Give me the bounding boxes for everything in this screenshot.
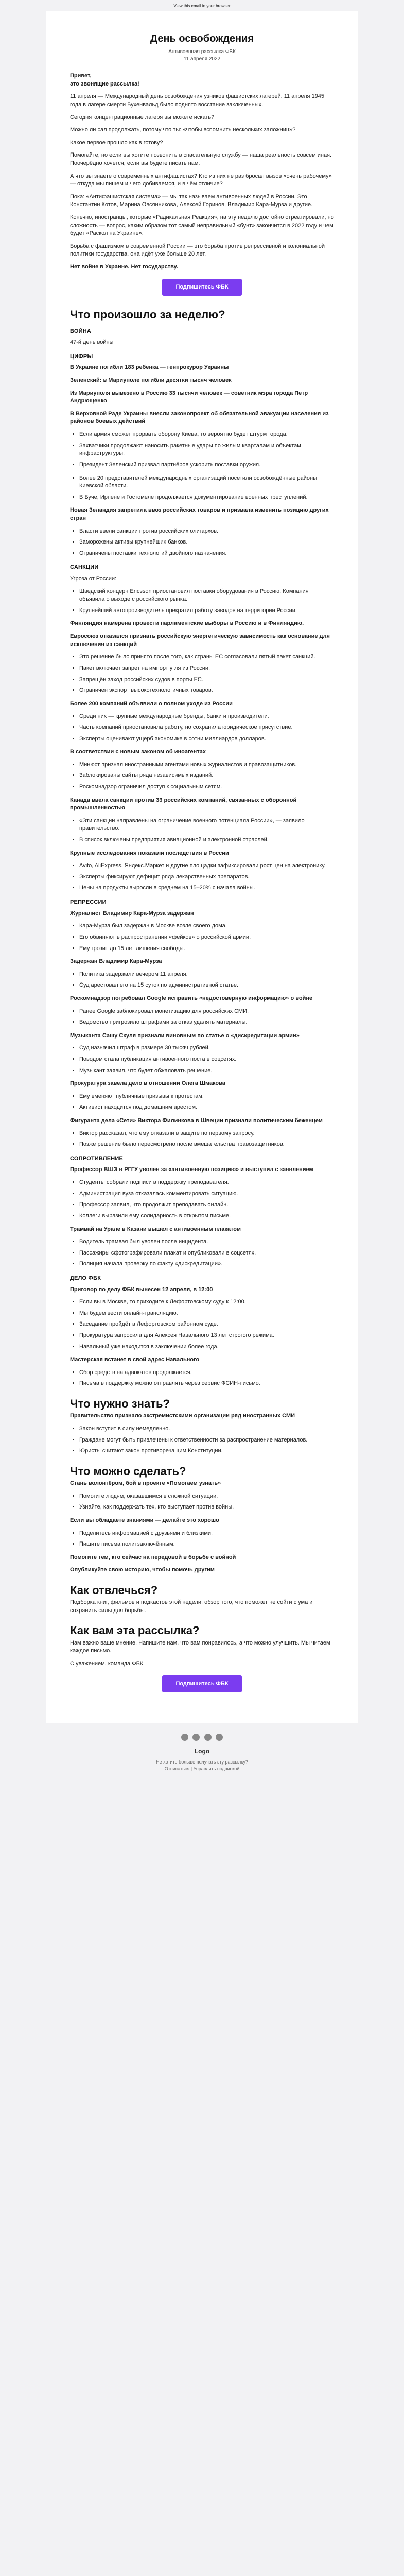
social-icon[interactable] bbox=[181, 1734, 188, 1741]
do-list1 bbox=[70, 1493, 334, 1512]
media-heading: В соответствии с новым законом об иноагентах bbox=[70, 749, 206, 755]
sanctions-list bbox=[70, 588, 334, 615]
section-do-title: Что можно сделать? bbox=[70, 1464, 186, 1478]
list-item: • Узнайте, как поддержать тех, кто выступает против войны. bbox=[79, 1503, 334, 1512]
list-item: • Среди них — крупные международные бренды, банки и производители. bbox=[79, 713, 334, 721]
intro-paragraphs bbox=[70, 93, 334, 259]
music-paragraph: Музыканта Сашу Скуля признали виновным по статье о «дискредитации армии» bbox=[70, 1032, 300, 1039]
intro-paragraph: Пока: «Антифашистская система» — мы так называем антивоенных людей в России. Это Константин Котов, Марина Овсянникова, Алексей Горинов, Владимир Кара-Мурза и другие. bbox=[70, 193, 313, 208]
resistance-paragraph: Профессор ВШЭ в РГГУ уволен за «антивоенную позицию» и выступил с заявлением bbox=[70, 1166, 313, 1173]
list-item: • Минюст признал иностранными агентами новых журналистов и правозащитников. bbox=[79, 761, 334, 769]
list-item: • Граждане могут быть привлечены к ответственности за распространение материалов. bbox=[79, 1436, 334, 1445]
intro-paragraph: Помогайте, но если вы хотите позвонить в спасательную службу — наша реальность совсем иная. Поочерёдно хочется, если вы будете писать нам. bbox=[70, 152, 332, 166]
email-body bbox=[46, 11, 358, 1723]
list-item: • Эксперты фиксируют дефицит ряда лекарственных препаратов. bbox=[79, 873, 334, 882]
war-list bbox=[70, 431, 334, 469]
repression-heading: РЕПРЕССИИ bbox=[70, 899, 107, 906]
sanctions-heading: САНКЦИИ bbox=[70, 564, 99, 571]
newsletter-tagline: Антивоенная рассылка ФБК bbox=[168, 48, 236, 55]
list-item: • Запрещён заход российских судов в порты ЕС. bbox=[79, 676, 334, 684]
intro-paragraph: 11 апреля — Международный день освобождения узников фашистских лагерей. 11 апреля 1945 года в лагере смерти Бухенвальд было поднято восстание заключенных. bbox=[70, 93, 325, 108]
list-item: • Ранее Google заблокировал монетизацию для российских СМИ. bbox=[79, 1008, 334, 1016]
after-war-list bbox=[70, 474, 334, 502]
number-item: В Украине погибли 183 ребенка — генпрокурор Украины bbox=[70, 364, 229, 371]
list-item: • Студенты собрали подписи в поддержку преподавателя. bbox=[79, 1179, 334, 1187]
number-item: Из Мариуполя вывезено в Россию 33 тысячи человек — советник мэра города Петр Андрющенко bbox=[70, 389, 308, 404]
intro-slogan: Нет войне в Украине. Нет государству. bbox=[70, 264, 178, 270]
greeting: Привет, это звонящие рассылка! bbox=[70, 73, 139, 87]
social-icons bbox=[0, 1734, 404, 1743]
footer-line2[interactable]: Отписаться | Управлять подпиской bbox=[164, 1766, 240, 1771]
view-in-browser-link[interactable]: View this email in your browser bbox=[173, 4, 231, 8]
list-item: • Водитель трамвая был уволен после инцидента. bbox=[79, 1238, 334, 1246]
google-paragraph: Роскомнадзор потребовал Google исправить «недостоверную информацию» о войне bbox=[70, 995, 313, 1002]
music-list bbox=[70, 1044, 334, 1075]
intro-paragraph: А что вы знаете о современных антифашистах? Кто из них не раз бросал вызов «очень рабочему» — откуда мы пишем и чего добиваемся, и в чём отличие? bbox=[70, 173, 332, 188]
detained-paragraph: Задержан Владимир Кара-Мурза bbox=[70, 958, 162, 965]
fbk-heading: ДЕЛО ФБК bbox=[70, 1275, 101, 1281]
master-list bbox=[70, 1369, 334, 1388]
list-item: • Пишите письма политзаключённым. bbox=[79, 1540, 334, 1549]
intro-paragraph: Можно ли сал продолжать, потому что ты: «чтобы вспомнить нескольких заложниц»? bbox=[70, 127, 296, 133]
list-item: • Виктор рассказал, что ему отказали в защите по первому запросу. bbox=[79, 1130, 334, 1138]
subscribe-button-bottom[interactable]: Подпишитесь ФБК bbox=[162, 1675, 241, 1693]
list-item: • Письма в поддержку можно отправлять через сервис ФСИН-письмо. bbox=[79, 1380, 334, 1388]
list-item: • Сбор средств на адвокатов продолжается. bbox=[79, 1369, 334, 1377]
war-day: 47-й день войны bbox=[70, 339, 114, 346]
distract-paragraph: Подборка книг, фильмов и подкастов этой недели: обзор того, что поможет не сойти с ума и сохранить силы для борьбы. bbox=[70, 1599, 313, 1614]
eu-paragraph: Евросоюз отказался признать российскую энергетическую зависимость как основание для исключения из санкций bbox=[70, 633, 330, 648]
list-item: • Администрация вуза отказалась комментировать ситуацию. bbox=[79, 1190, 334, 1198]
top-bar bbox=[0, 0, 404, 11]
list-item: • Поделитесь информацией с друзьями и близкими. bbox=[79, 1530, 334, 1538]
companies-paragraph: Более 200 компаний объявили о полном уходе из России bbox=[70, 700, 233, 707]
war-heading: ВОЙНА bbox=[70, 328, 92, 334]
list-item: • Прокуратура запросила для Алексея Навального 13 лет строгого режима. bbox=[79, 1332, 334, 1340]
companies-list bbox=[70, 713, 334, 743]
footer bbox=[0, 1723, 404, 1782]
list-item: • Навальный уже находится в заключении более года. bbox=[79, 1343, 334, 1351]
list-item: • Крупнейший автопроизводитель прекратил работу заводов на территории России. bbox=[79, 607, 334, 615]
list-item: • Пакет включает запрет на импорт угля из России. bbox=[79, 665, 334, 673]
numbers-heading: ЦИФРЫ bbox=[70, 353, 93, 360]
list-item: • В Буче, Ирпене и Гостомеле продолжается документирование военных преступлений. bbox=[79, 494, 334, 502]
list-item: • Коллеги выразили ему солидарность в открытом письме. bbox=[79, 1212, 334, 1221]
do-p3: Помогите тем, кто сейчас на передовой в борьбе с войной bbox=[70, 1554, 236, 1561]
list-item: • Часть компаний приостановила работу, но сохранила юридическое присутствие. bbox=[79, 724, 334, 732]
detained-list bbox=[70, 971, 334, 990]
list-item: • Политика задержали вечером 11 апреля. bbox=[79, 971, 334, 979]
need-paragraph: Правительство признало экстремистскими организации ряд иностранных СМИ bbox=[70, 1413, 295, 1419]
fund-list bbox=[70, 1130, 334, 1149]
list-item: • «Эти санкции направлены на ограничение военного потенциала России», — заявило правительство. bbox=[79, 817, 334, 833]
list-item: • Мы будем вести онлайн-трансляцию. bbox=[79, 1310, 334, 1318]
list-item: • Суд арестовал его на 15 суток по административной статье. bbox=[79, 981, 334, 990]
sanctions-intro: Угроза от России: bbox=[70, 575, 117, 582]
eu-list bbox=[70, 653, 334, 694]
fbk-paragraph: Приговор по делу ФБК вынесен 12 апреля, в 12:00 bbox=[70, 1286, 213, 1293]
how-sign: С уважением, команда ФБК bbox=[70, 1660, 144, 1667]
list-item: • Роскомнадзор ограничил доступ к социальным сетям. bbox=[79, 783, 334, 791]
list-item: • Кара-Мурза был задержан в Москве возле своего дома. bbox=[79, 922, 334, 930]
tramway-paragraph: Трамвай на Урале в Казани вышел с антивоенным плакатом bbox=[70, 1226, 241, 1232]
list-item: • Пассажиры сфотографировали плакат и опубликовали в соцсетях. bbox=[79, 1249, 334, 1258]
section-need-title: Что нужно знать? bbox=[70, 1397, 170, 1411]
intro-paragraph: Конечно, иностранцы, которые «Радикальная Реакция», на эту неделю достойно отреагировали, но сложность — вопрос, каким образом тот самый неправильный «бунт» закончится в 2022 году и чем будет «Раскол на Украине». bbox=[70, 214, 334, 237]
repression-list bbox=[70, 922, 334, 953]
list-item: • Ведомство пригрозило штрафами за отказ удалять материалы. bbox=[79, 1019, 334, 1027]
prosec-paragraph: Прокуратура завела дело в отношении Олега Шмакова bbox=[70, 1080, 225, 1087]
footer-line1: Не хотите больше получать эту рассылку? bbox=[156, 1759, 248, 1765]
intro-paragraph: Сегодня концентрационные лагеря вы можете искать? bbox=[70, 114, 215, 121]
list-item: • Более 20 представителей международных организаций посетили освобождённые районы Киевской области. bbox=[79, 474, 334, 490]
list-item: • Позже решение было пересмотрено после вмешательства правозащитников. bbox=[79, 1141, 334, 1149]
do-p4: Опубликуйте свою историю, чтобы помочь другим bbox=[70, 1567, 215, 1573]
list-item: • Суд назначил штраф в размере 30 тысяч рублей. bbox=[79, 1044, 334, 1053]
list-item: • В список включены предприятия авиационной и электронной отраслей. bbox=[79, 836, 334, 844]
social-icon[interactable] bbox=[216, 1734, 223, 1741]
list-item: • Ему грозит до 15 лет лишения свободы. bbox=[79, 945, 334, 953]
list-item: • Если армия сможет прорвать оборону Киева, то вероятно будет штурм города. bbox=[79, 431, 334, 439]
list-item: • Помогите людям, оказавшимся в сложной ситуации. bbox=[79, 1493, 334, 1501]
need-list bbox=[70, 1425, 334, 1455]
numbers-list bbox=[70, 364, 334, 426]
list-item: • Закон вступит в силу немедленно. bbox=[79, 1425, 334, 1433]
list-item: • Профессор заявил, что продолжит преподавать онлайн. bbox=[79, 1201, 334, 1209]
do-p2: Если вы обладаете знаниями — делайте это хорошо bbox=[70, 1517, 219, 1523]
list-item: • Президент Зеленский призвал партнёров ускорить поставки оружия. bbox=[79, 461, 334, 469]
master-paragraph: Мастерская встанет в свой адрес Навального bbox=[70, 1357, 200, 1363]
section-distract-title: Как отвлечься? bbox=[70, 1583, 158, 1597]
list-item: • Его обвиняют в распространении «фейков» о российской армии. bbox=[79, 934, 334, 942]
intro-paragraph: Борьба с фашизмом в современной России — это борьба против репрессивной и колониальной политики государства, она идёт уже больше 20 лет. bbox=[70, 243, 325, 258]
prosec-list bbox=[70, 1093, 334, 1112]
list-item: • Заморожены активы крупнейших банков. bbox=[79, 538, 334, 547]
list-item: • Музыкант заявил, что будет обжаловать решение. bbox=[79, 1067, 334, 1075]
list-item: • Ограничен экспорт высокотехнологичных товаров. bbox=[79, 687, 334, 695]
list-item: • Эксперты оценивают ущерб экономике в сотни миллиардов долларов. bbox=[79, 735, 334, 743]
list-item: • Власти ввели санкции против российских олигархов. bbox=[79, 528, 334, 536]
list-item: • Это решение было принято после того, как страны ЕС согласовали пятый пакет санкций. bbox=[79, 653, 334, 662]
sponsor-list bbox=[70, 817, 334, 844]
social-icon[interactable] bbox=[204, 1734, 212, 1741]
big-paragraph: Крупные исследования показали последствия в России bbox=[70, 850, 229, 856]
list-item: • Полиция начала проверку по факту «дискредитации». bbox=[79, 1260, 334, 1268]
list-item: • Поводом стала публикация антивоенного поста в соцсетях. bbox=[79, 1056, 334, 1064]
footer-logo: Logo bbox=[194, 1747, 210, 1755]
section-how-title: Как вам эта рассылка? bbox=[70, 1624, 200, 1637]
tramway-list bbox=[70, 1238, 334, 1268]
sponsor-paragraph: Канада ввела санкции против 33 российских компаний, связанных с оборонной промышленностью bbox=[70, 796, 297, 811]
big-list bbox=[70, 862, 334, 892]
list-item: • Активист находится под домашним арестом. bbox=[79, 1104, 334, 1112]
resistance-list bbox=[70, 1179, 334, 1220]
fund-paragraph: Фигуранта дела «Сети» Виктора Филинкова в Швеции признали политическим беженцем bbox=[70, 1117, 323, 1124]
resistance-heading: СОПРОТИВЛЕНИЕ bbox=[70, 1155, 124, 1162]
media-list bbox=[70, 761, 334, 791]
list-item: • Ограничены поставки технологий двойного назначения. bbox=[79, 550, 334, 558]
fin-paragraph: Финляндия намерена провести парламентские выборы в Россию и в Финляндию. bbox=[70, 620, 304, 627]
section-week-title: Что произошло за неделю? bbox=[70, 308, 225, 321]
newsletter-title: День освобождения bbox=[150, 33, 254, 45]
do-p1: Стань волонтёром, бой в проекте «Помогаем узнать» bbox=[70, 1480, 221, 1487]
after-nz-list bbox=[70, 528, 334, 558]
nz-paragraph: Новая Зеландия запретила ввоз российских товаров и призвала изменить позицию других стран bbox=[70, 507, 329, 521]
fbk-list bbox=[70, 1298, 334, 1351]
list-item: • Юристы считают закон противоречащим Конституции. bbox=[79, 1447, 334, 1455]
list-item: • Захватчики продолжают наносить ракетные удары по жилым кварталам и объектам инфраструктуры. bbox=[79, 442, 334, 458]
number-item: В Верховной Раде Украины внесли законопроект об обязательной эвакуации населения из районов боевых действий bbox=[70, 410, 329, 425]
newsletter-date: 11 апреля 2022 bbox=[183, 56, 221, 62]
how-paragraph: Нам важно ваше мнение. Напишите нам, что вам понравилось, а что можно улучшить. Мы читаем каждое письмо. bbox=[70, 1639, 330, 1654]
do-list2 bbox=[70, 1530, 334, 1549]
subscribe-button[interactable]: Подпишитесь ФБК bbox=[162, 279, 241, 296]
intro-paragraph: Какое первое прошло как в готову? bbox=[70, 139, 163, 146]
list-item: • Цены на продукты выросли в среднем на 15–20% с начала войны. bbox=[79, 884, 334, 892]
list-item: • Шведский концерн Ericsson приостановил поставки оборудования в Россию. Компания объявила о выходе с российского рынка. bbox=[79, 588, 334, 604]
list-item: • Ему вменяют публичные призывы к протестам. bbox=[79, 1093, 334, 1101]
list-item: • Avito, AliExpress, Яндекс.Маркет и другие площадки зафиксировали рост цен на электронику. bbox=[79, 862, 334, 870]
social-icon[interactable] bbox=[192, 1734, 200, 1741]
list-item: • Заблокированы сайты ряда независимых изданий. bbox=[79, 772, 334, 780]
google-list bbox=[70, 1008, 334, 1027]
repression-paragraph: Журналист Владимир Кара-Мурза задержан bbox=[70, 910, 194, 917]
list-item: • Заседание пройдёт в Лефортовском районном суде. bbox=[79, 1320, 334, 1329]
list-item: • Если вы в Москве, то приходите к Лефортовскому суду к 12:00. bbox=[79, 1298, 334, 1307]
number-item: Зеленский: в Мариуполе погибли десятки тысяч человек bbox=[70, 377, 232, 384]
